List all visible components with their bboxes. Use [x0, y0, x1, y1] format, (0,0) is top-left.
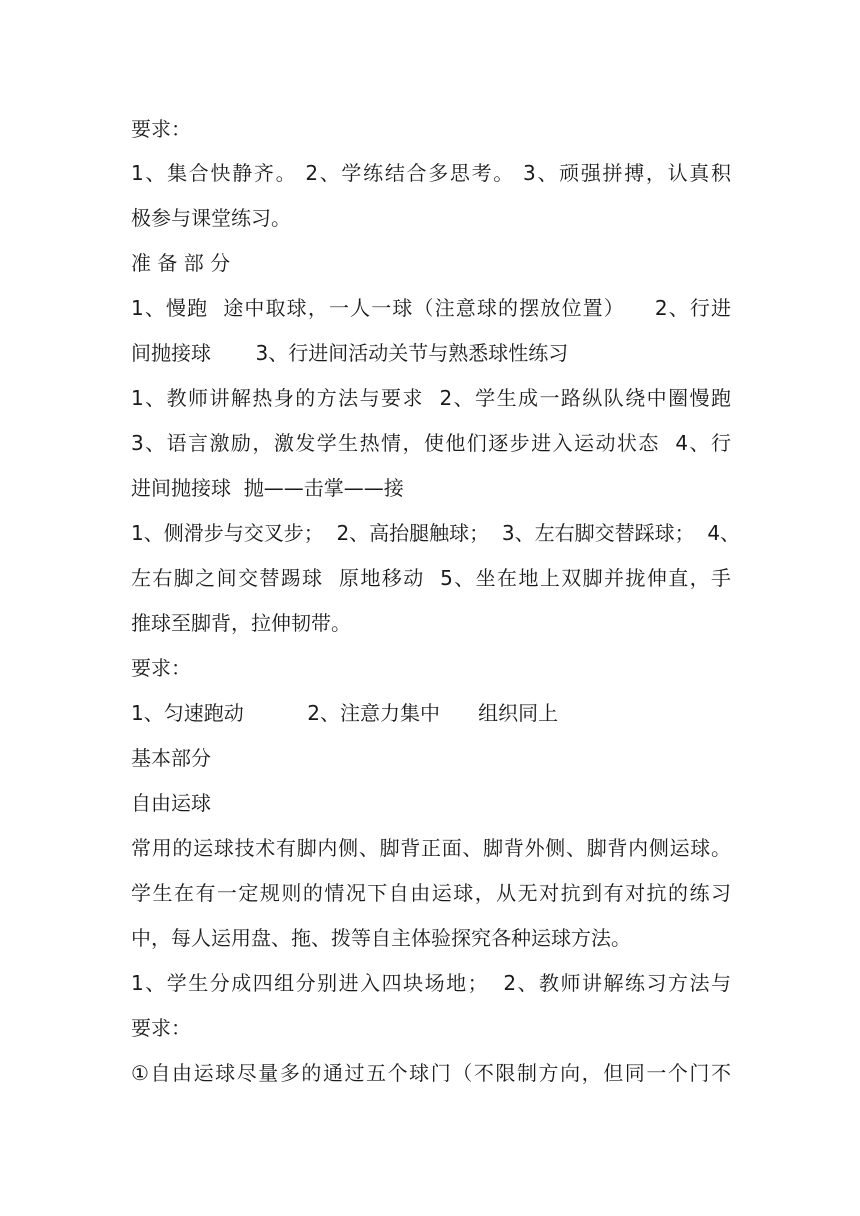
- text-line-12: 推球至脚背，拉伸韧带。: [131, 611, 351, 635]
- text-line-5: 1、慢跑 途中取球，一人一球（注意球的摆放位置） 2、行进: [131, 296, 731, 320]
- text-line-22: ①自由运球尽量多的通过五个球门（不限制方向，但同一个门不: [131, 1061, 731, 1085]
- text-line-requirements-2: 要求：: [131, 656, 191, 680]
- text-line-8: 3、语言激励，激发学生热情，使他们逐步进入运动状态 4、行: [131, 431, 731, 455]
- subheading-free-dribbling: 自由运球: [131, 791, 211, 815]
- text-line-17: 常用的运球技术有脚内侧、脚背正面、脚背外侧、脚背内侧运球。: [131, 836, 731, 860]
- text-line-requirements-1: 要求：: [131, 117, 191, 141]
- section-heading-preparation: 准 备 部 分: [131, 251, 231, 275]
- section-heading-basic: 基本部分: [131, 746, 211, 770]
- text-line-20: 1、学生分成四组分别进入四块场地； 2、教师讲解练习方法与: [131, 971, 731, 995]
- text-line-10: 1、侧滑步与交叉步； 2、高抬腿触球； 3、左右脚交替踩球； 4、: [131, 521, 741, 545]
- text-line-7: 1、教师讲解热身的方法与要求 2、学生成一路纵队绕中圈慢跑: [131, 386, 731, 410]
- text-line-14: 1、匀速跑动 2、注意力集中 组织同上: [131, 701, 559, 725]
- text-line-6: 间抛接球 3、行进间活动关节与熟悉球性练习: [131, 341, 569, 365]
- text-line-18: 学生在有一定规则的情况下自由运球，从无对抗到有对抗的练习: [131, 881, 731, 905]
- text-line-9: 进间抛接球 抛——击掌——接: [131, 476, 404, 500]
- text-line-requirements-3: 要求：: [131, 1016, 191, 1040]
- text-line-3: 极参与课堂练习。: [131, 206, 291, 230]
- text-line-2: 1、集合快静齐。 2、学练结合多思考。 3、顽强拼搏，认真积: [131, 161, 731, 185]
- text-line-19: 中，每人运用盘、拖、拨等自主体验探究各种运球方法。: [131, 926, 631, 950]
- text-line-11: 左右脚之间交替踢球 原地移动 5、坐在地上双脚并拢伸直，手: [131, 566, 731, 590]
